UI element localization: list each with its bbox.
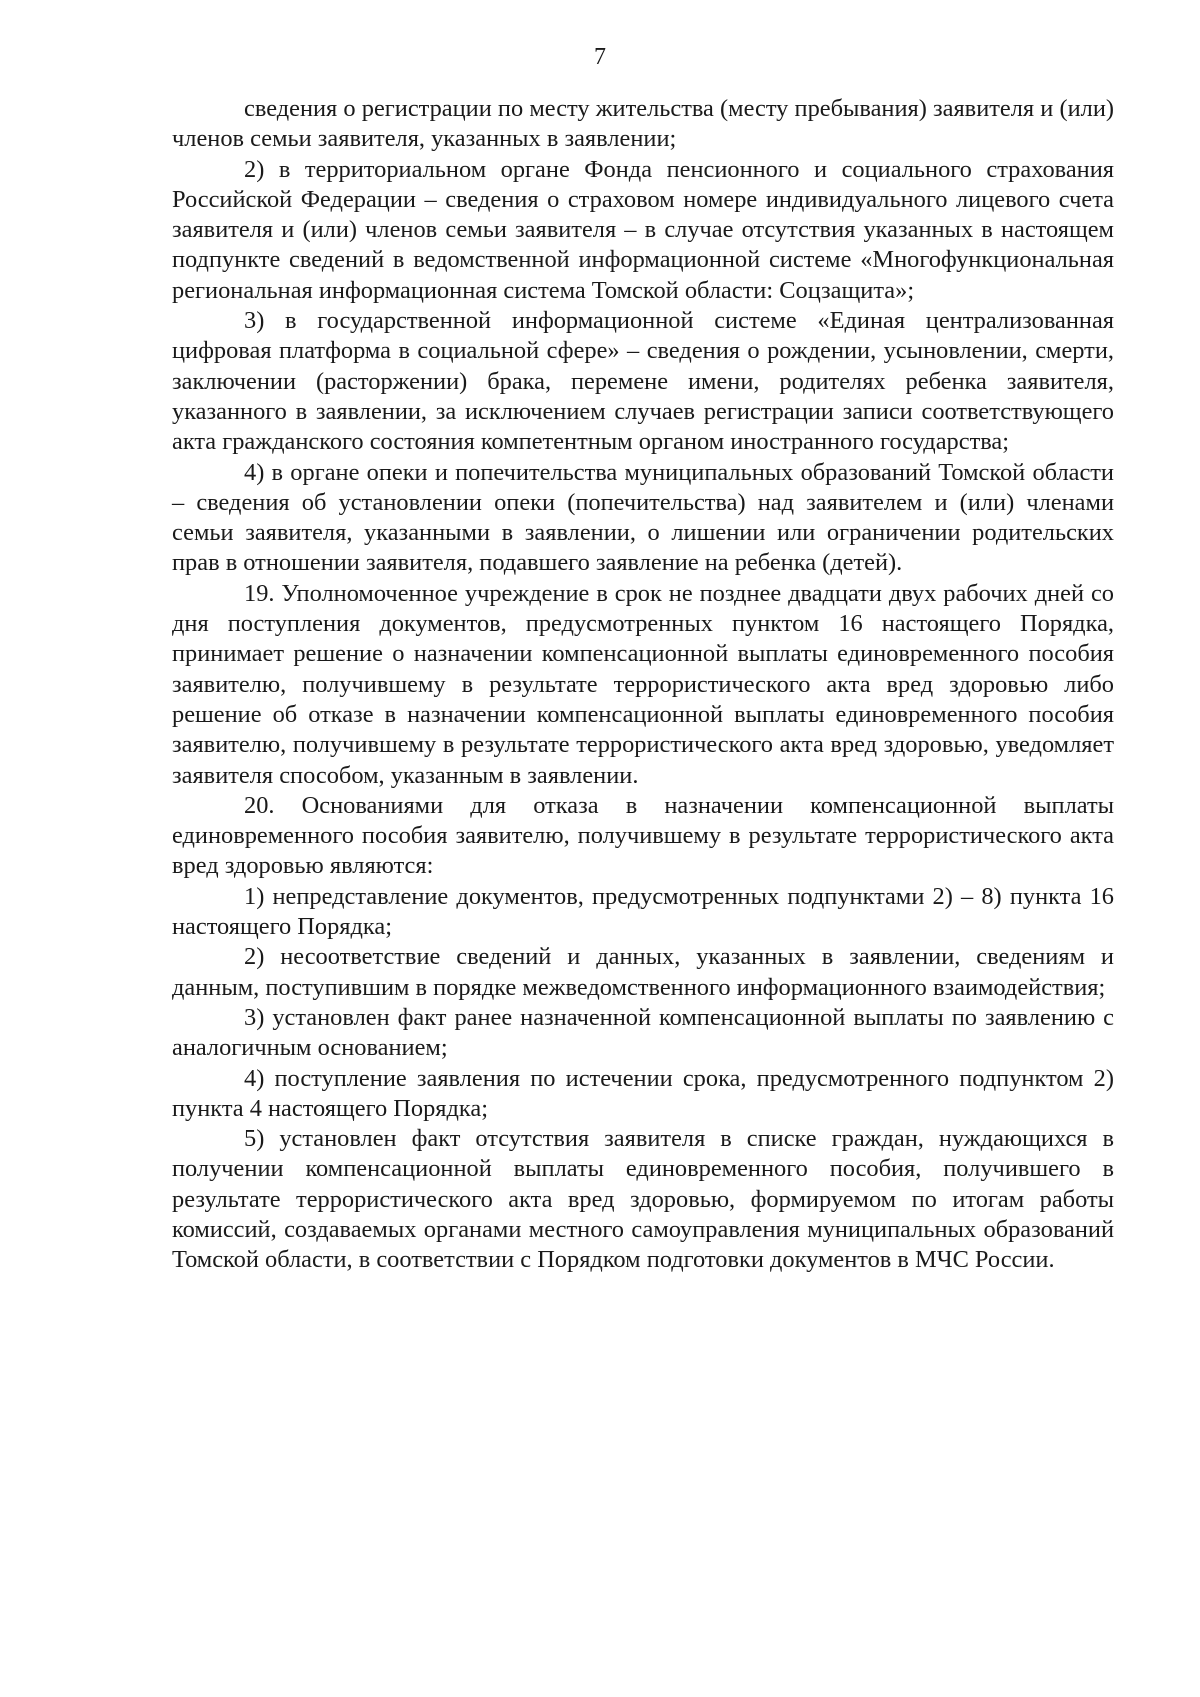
paragraph-ground-2: 2) несоответствие сведений и данных, указанных в заявлении, сведениям и данным, поступившим в порядке межведомственного информационного взаимодействия; (172, 943, 1114, 1001)
paragraph-ground-3: 3) установлен факт ранее назначенной компенсационной выплаты по заявлению с аналогичным основанием; (172, 1003, 1114, 1062)
paragraph-item-3: 3) в государственной информационной системе «Единая централизованная цифровая платформа в социальной сфере» – сведения о рождении, усыновлении, смерти, заключении (расторжении) брака, перемене имени, родителях ребенка заявителя, указанного в заявлении, за исключением случаев регистрации записи соответствующего акта гражданского состояния компетентным органом иностранного государства; (172, 307, 1114, 456)
paragraph-continuation: сведения о регистрации по месту жительства (месту пребывания) заявителя и (или) членов семьи заявителя, указанных в заявлении; (172, 95, 1114, 153)
document-body (172, 94, 1114, 1276)
paragraph-item-2: 2) в территориальном органе Фонда пенсионного и социального страхования Российской Федерации – сведения о страховом номере индивидуального лицевого счета заявителя и (или) членов семьи заявителя – в случае отсутствия указанных в настоящем подпункте сведений в ведомственной информационной системе «Многофункциональная региональная информационная система Томской области: Соцзащита»; (172, 155, 1114, 304)
paragraph-clause-20: 20. Основаниями для отказа в назначении компенсационной выплаты единовременного пособия заявителю, получившему в результате террористического акта вред здоровью являются: (172, 791, 1114, 880)
paragraph-ground-4: 4) поступление заявления по истечении срока, предусмотренного подпунктом 2) пункта 4 настоящего Порядка; (172, 1064, 1114, 1122)
paragraph-ground-1: 1) непредставление документов, предусмотренных подпунктами 2) – 8) пункта 16 настоящего Порядка; (172, 882, 1114, 941)
paragraph-clause-19: 19. Уполномоченное учреждение в срок не позднее двадцати двух рабочих дней со дня поступления документов, предусмотренных пунктом 16 настоящего Порядка, принимает решение о назначении компенсационной выплаты единовременного пособия заявителю, получившему в результате террористического акта вред здоровью либо решение об отказе в назначении компенсационной выплаты единовременного пособия заявителю, получившему в результате террористического акта вред здоровью, уведомляет заявителя способом, указанным в заявлении. (172, 579, 1114, 789)
paragraph-item-4: 4) в органе опеки и попечительства муниципальных образований Томской области – сведения об установлении опеки (попечительства) над заявителем и (или) членами семьи заявителя, указанными в заявлении, о лишении или ограничении родительских прав в отношении заявителя, подавшего заявление на ребенка (детей). (172, 458, 1114, 577)
page-number: 7 (594, 44, 606, 70)
paragraph-ground-5: 5) установлен факт отсутствия заявителя в списке граждан, нуждающихся в получении компенсационной выплаты единовременного пособия, получившего в результате террористического акта вред здоровью, формируемом по итогам работы комиссий, создаваемых органами местного самоуправления муниципальных образований Томской области, в соответствии с Порядком подготовки документов в МЧС России. (172, 1125, 1114, 1274)
